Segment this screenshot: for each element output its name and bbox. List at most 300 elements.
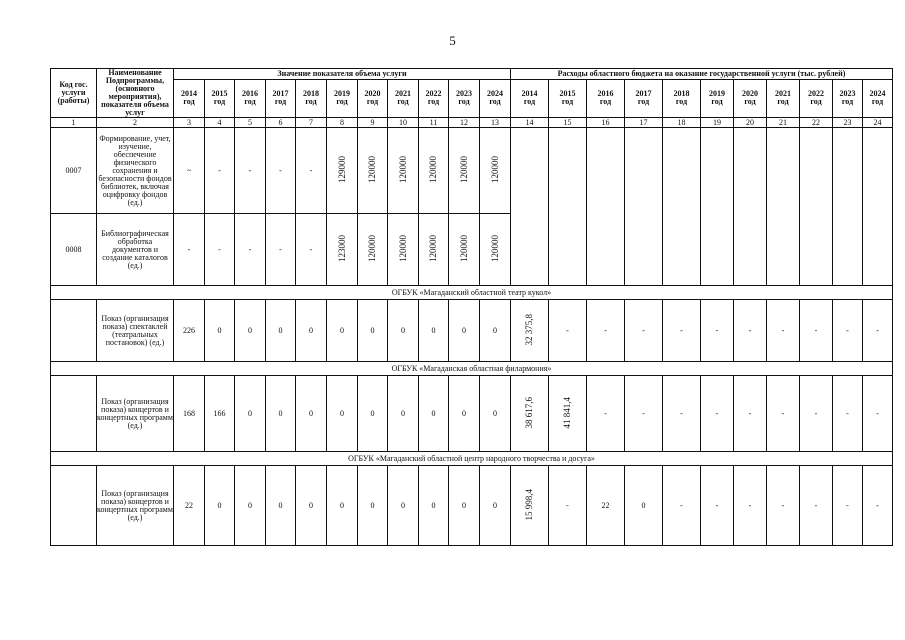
volume-cell [388, 214, 419, 286]
column-number: 9 [358, 118, 388, 128]
volume-value: 0 [217, 325, 222, 335]
volume-value: 0 [309, 500, 313, 510]
expense-value: - [715, 325, 719, 335]
header-year-cell [205, 79, 235, 117]
volume-value: 22 [185, 500, 193, 510]
expense-value: - [680, 500, 683, 510]
expense-cell [734, 128, 767, 286]
service-code [51, 300, 97, 362]
expense-value: - [748, 325, 752, 335]
expense-value: - [748, 408, 752, 418]
header-year-word: год [810, 97, 822, 107]
expense-value: - [680, 408, 683, 418]
volume-value: 0 [248, 408, 252, 418]
service-name: Формирование, учет, изучение, обеспечение физического сохранения и безопасности фондов библиотек, включая оцифровку фондов (ед.) [97, 128, 174, 214]
header-year-cell [419, 79, 449, 117]
header-year: 2023 [456, 89, 472, 99]
column-number: 8 [327, 118, 358, 128]
column-number: 24 [863, 118, 893, 128]
volume-value: 0 [248, 325, 252, 335]
service-name: Библиографическая обработка документов и создание каталогов (ед.) [97, 214, 174, 286]
volume-value: 120000 [367, 235, 377, 262]
volume-cell [449, 300, 480, 362]
volume-cell [266, 376, 296, 452]
header-code: Код гос. услуги (работы) [51, 69, 97, 118]
expense-cell [833, 128, 863, 286]
header-year-word: год [244, 97, 256, 107]
expense-value: - [642, 408, 645, 418]
expense-cell [663, 466, 701, 546]
expense-cell [863, 300, 893, 362]
volume-cell [419, 300, 449, 362]
header-year-word: год [777, 97, 789, 107]
expense-value: - [876, 408, 879, 418]
header-year-word: год [458, 97, 470, 107]
column-number: 4 [205, 118, 235, 128]
volume-cell [296, 376, 327, 452]
header-year-cell [734, 79, 767, 117]
expense-cell [767, 376, 800, 452]
header-year-word: год [213, 97, 226, 107]
expense-cell [833, 466, 863, 546]
expense-value: - [876, 325, 879, 335]
volume-cell [235, 214, 266, 286]
expense-cell [587, 300, 625, 362]
volume-cell [266, 466, 296, 546]
volume-value: ~ [186, 165, 192, 175]
expense-value: - [566, 325, 569, 335]
header-year: 2021 [395, 89, 411, 99]
expense-cell [701, 376, 734, 452]
header-year: 2020 [364, 89, 381, 99]
expense-cell [549, 376, 587, 452]
header-year-word: год [711, 97, 723, 107]
volume-cell [205, 300, 235, 362]
volume-value: 0 [340, 500, 344, 510]
volume-value: 120000 [489, 235, 500, 262]
header-year-word: год [489, 97, 501, 107]
expense-cell [863, 128, 893, 286]
volume-value: 0 [278, 408, 283, 418]
volume-value: 0 [401, 500, 405, 510]
expense-cell [701, 466, 734, 546]
service-code [51, 376, 97, 452]
header-year-cell [388, 79, 419, 117]
volume-value: 120000 [458, 156, 469, 183]
expense-value: - [814, 325, 818, 335]
volume-cell [419, 214, 449, 286]
volume-value: - [248, 165, 252, 175]
expense-value: - [846, 325, 849, 335]
expense-value: - [680, 325, 683, 335]
volume-value: 0 [493, 500, 497, 510]
column-number: 15 [549, 118, 587, 128]
volume-cell [205, 466, 235, 546]
expense-value: 32 375,8 [524, 313, 534, 346]
budget-table [50, 68, 893, 546]
expense-cell [767, 128, 800, 286]
header-year: 2019 [334, 89, 350, 99]
volume-value: - [248, 244, 252, 254]
volume-value: 0 [340, 408, 344, 418]
expense-cell [863, 466, 893, 546]
volume-value: 0 [370, 408, 375, 418]
column-number: 21 [767, 118, 800, 128]
header-year-word: год [523, 97, 536, 107]
header-year: 2016 [242, 89, 258, 99]
volume-value: 120000 [489, 156, 500, 183]
header-year: 2014 [181, 89, 197, 99]
expense-cell [511, 376, 549, 452]
expense-cell [625, 466, 663, 546]
header-year-cell [480, 79, 511, 117]
volume-cell [480, 214, 511, 286]
service-name: Показ (организация показа) концертов и концертных программ (ед.) [97, 376, 174, 452]
volume-cell [266, 300, 296, 362]
column-number: 5 [235, 118, 266, 128]
org-title-row [51, 286, 893, 300]
volume-value: 0 [431, 500, 436, 510]
expense-cell [800, 300, 833, 362]
expense-cell [587, 466, 625, 546]
header-year-cell [800, 79, 833, 117]
expense-cell [663, 376, 701, 452]
volume-cell [449, 214, 480, 286]
expense-value: 38 617,6 [524, 396, 534, 429]
volume-value: - [218, 165, 221, 175]
header-volume-group: Значение показателя объема услуги [174, 69, 511, 80]
volume-value: 0 [431, 325, 436, 335]
expense-cell [549, 128, 587, 286]
expense-cell [625, 128, 663, 286]
expense-value: - [781, 408, 785, 418]
service-row [51, 300, 893, 362]
column-number: 16 [587, 118, 625, 128]
volume-value: 0 [278, 325, 283, 335]
volume-value: 120000 [458, 235, 469, 262]
volume-cell [174, 376, 205, 452]
column-number: 3 [174, 118, 205, 128]
expense-cell [833, 300, 863, 362]
header-year: 2024 [487, 89, 503, 99]
header-year-word: год [336, 97, 348, 107]
header-year-cell [449, 79, 480, 117]
org-title-row [51, 452, 893, 466]
expense-cell [511, 466, 549, 546]
volume-cell [358, 300, 388, 362]
volume-value: 226 [183, 325, 195, 335]
header-year-cell [663, 79, 701, 117]
volume-value: 0 [401, 325, 405, 335]
volume-value: 0 [217, 500, 222, 510]
header-year-word: год [366, 97, 379, 107]
column-number: 6 [266, 118, 296, 128]
expense-value: - [642, 325, 645, 335]
volume-value: 129000 [336, 156, 347, 183]
column-number: 20 [734, 118, 767, 128]
volume-cell [480, 376, 511, 452]
volume-cell [388, 376, 419, 452]
volume-cell [358, 466, 388, 546]
volume-value: - [218, 244, 221, 254]
volume-value: 123000 [336, 235, 347, 262]
header-year-cell [587, 79, 625, 117]
expense-cell [625, 300, 663, 362]
volume-cell [266, 214, 296, 286]
header-year-cell [625, 79, 663, 117]
volume-cell [174, 466, 205, 546]
column-number: 7 [296, 118, 327, 128]
header-year-word: год [841, 97, 854, 107]
header-year-word: год [274, 97, 287, 107]
header-year-cell [833, 79, 863, 117]
volume-cell [327, 466, 358, 546]
volume-value: 0 [340, 325, 344, 335]
volume-cell [449, 466, 480, 546]
expense-cell [663, 300, 701, 362]
volume-value: 0 [493, 408, 497, 418]
expense-cell [549, 466, 587, 546]
volume-cell [419, 376, 449, 452]
volume-value: 0 [462, 325, 466, 335]
volume-cell [266, 128, 296, 214]
header-year: 2017 [635, 89, 652, 99]
volume-value: - [187, 244, 191, 254]
expense-cell [734, 300, 767, 362]
header-year: 2023 [839, 89, 856, 99]
expense-cell [701, 300, 734, 362]
column-number: 19 [701, 118, 734, 128]
service-row [51, 376, 893, 452]
expense-value: - [566, 500, 569, 510]
column-number: 13 [480, 118, 511, 128]
header-year-word: год [675, 97, 688, 107]
volume-cell [327, 300, 358, 362]
volume-cell [235, 128, 266, 214]
volume-cell [480, 300, 511, 362]
expense-cell [511, 128, 549, 286]
org-title-row [51, 362, 893, 376]
service-row [51, 128, 893, 214]
volume-cell [174, 300, 205, 362]
volume-cell [358, 376, 388, 452]
expense-cell [587, 376, 625, 452]
expense-cell [625, 376, 663, 452]
header-year: 2018 [673, 89, 690, 99]
volume-cell [358, 128, 388, 214]
header-year-cell [549, 79, 587, 117]
header-year: 2020 [742, 89, 758, 99]
expense-value: 22 [601, 500, 610, 510]
volume-cell [480, 128, 511, 214]
volume-value: 166 [213, 408, 226, 418]
expense-cell [549, 300, 587, 362]
expense-cell [663, 128, 701, 286]
org-title: ОГБУК «Магаданский областной театр кукол» [51, 286, 893, 300]
volume-value: 0 [309, 408, 313, 418]
column-number: 2 [97, 118, 174, 128]
volume-cell [388, 466, 419, 546]
volume-cell [174, 214, 205, 286]
header-year-cell [296, 79, 327, 117]
header-year: 2015 [211, 89, 228, 99]
volume-cell [327, 128, 358, 214]
volume-cell [296, 128, 327, 214]
column-number: 23 [833, 118, 863, 128]
header-year-word: год [183, 97, 195, 107]
expense-value: 15 998,4 [524, 488, 534, 521]
header-year-cell [266, 79, 296, 117]
header-year-cell [701, 79, 734, 117]
volume-cell [358, 214, 388, 286]
volume-value: 120000 [397, 156, 408, 183]
expense-value: - [715, 500, 719, 510]
volume-cell [419, 128, 449, 214]
volume-cell [327, 214, 358, 286]
volume-value: 0 [278, 500, 283, 510]
column-number: 18 [663, 118, 701, 128]
column-number: 22 [800, 118, 833, 128]
service-name: Показ (организация показа) спектаклей (театральных постановок) (ед.) [97, 300, 174, 362]
volume-cell [388, 300, 419, 362]
service-code [51, 466, 97, 546]
header-year-cell [174, 79, 205, 117]
header-year-cell [327, 79, 358, 117]
volume-value: 0 [370, 325, 375, 335]
volume-value: 120000 [428, 156, 438, 183]
service-code: 0008 [51, 214, 97, 286]
volume-cell [327, 376, 358, 452]
column-number: 1 [51, 118, 97, 128]
expense-value: - [781, 325, 785, 335]
volume-cell [296, 466, 327, 546]
service-name: Показ (организация показа) концертов и концертных программ (ед.) [97, 466, 174, 546]
org-title: ОГБУК «Магаданский областной центр народного творчества и досуга» [51, 452, 893, 466]
expense-value: 41 841,4 [562, 396, 572, 429]
header-year: 2019 [709, 89, 725, 99]
header-year: 2014 [521, 89, 538, 99]
header-year-word: год [871, 97, 884, 107]
header-year-word: год [599, 97, 612, 107]
header-name: Наименование Подпрограммы, (основного мероприятия), показателя объема услуг [97, 69, 174, 118]
header-year-cell [235, 79, 266, 117]
volume-value: 0 [248, 500, 252, 510]
volume-cell [419, 466, 449, 546]
volume-value: 120000 [397, 235, 408, 262]
volume-value: 0 [493, 325, 497, 335]
volume-value: - [279, 244, 282, 254]
expense-cell [800, 128, 833, 286]
volume-cell [205, 376, 235, 452]
expense-value: - [814, 408, 818, 418]
volume-value: 120000 [428, 235, 438, 262]
volume-cell [205, 128, 235, 214]
volume-value: - [309, 244, 313, 254]
expense-cell [511, 300, 549, 362]
column-number: 10 [388, 118, 419, 128]
header-year-word: год [397, 97, 409, 107]
expense-value: - [846, 500, 849, 510]
volume-cell [480, 466, 511, 546]
volume-cell [174, 128, 205, 214]
volume-value: 120000 [367, 156, 377, 183]
expense-cell [863, 376, 893, 452]
volume-cell [235, 300, 266, 362]
header-year: 2018 [303, 89, 319, 99]
volume-cell [388, 128, 419, 214]
expense-value: - [715, 408, 719, 418]
expense-value: 0 [641, 500, 646, 510]
volume-value: 0 [401, 408, 405, 418]
volume-value: 0 [431, 408, 436, 418]
header-year-word: год [637, 97, 650, 107]
expense-cell [800, 376, 833, 452]
header-year-word: год [744, 97, 756, 107]
page-number: 5 [449, 33, 456, 48]
service-row [51, 466, 893, 546]
volume-value: 168 [183, 408, 195, 418]
header-year: 2015 [559, 89, 576, 99]
header-year: 2016 [597, 89, 614, 99]
column-number: 17 [625, 118, 663, 128]
volume-value: 0 [309, 325, 313, 335]
header-year: 2017 [272, 89, 289, 99]
expense-value: - [748, 500, 752, 510]
volume-cell [296, 214, 327, 286]
volume-cell [296, 300, 327, 362]
service-code: 0007 [51, 128, 97, 214]
volume-value: 0 [370, 500, 375, 510]
volume-value: 0 [462, 408, 466, 418]
header-year-cell [767, 79, 800, 117]
header-year-cell [863, 79, 893, 117]
volume-cell [449, 376, 480, 452]
column-number: 12 [449, 118, 480, 128]
header-year-word: год [305, 97, 317, 107]
header-year: 2022 [425, 89, 442, 99]
volume-cell [235, 466, 266, 546]
expense-value: - [604, 325, 607, 335]
header-year: 2021 [775, 89, 791, 99]
header-year-word: год [427, 97, 440, 107]
expense-cell [833, 376, 863, 452]
expense-value: - [604, 408, 607, 418]
expense-cell [734, 466, 767, 546]
expense-cell [767, 466, 800, 546]
expense-cell [767, 300, 800, 362]
header-year-cell [358, 79, 388, 117]
header-year: 2022 [808, 89, 824, 99]
header-year-cell [511, 79, 549, 117]
expense-value: - [846, 408, 849, 418]
volume-cell [235, 376, 266, 452]
header-year: 2024 [869, 89, 886, 99]
volume-cell [449, 128, 480, 214]
column-number: 14 [511, 118, 549, 128]
volume-cell [205, 214, 235, 286]
expense-cell [734, 376, 767, 452]
org-title: ОГБУК «Магаданская областная филармония» [51, 362, 893, 376]
expense-cell [800, 466, 833, 546]
expense-value: - [781, 500, 785, 510]
expense-value: - [814, 500, 818, 510]
volume-value: - [279, 165, 282, 175]
header-year-word: год [561, 97, 574, 107]
header-expense-group: Расходы областного бюджета на оказание государственной услуги (тыс. рублей) [511, 69, 893, 80]
expense-cell [701, 128, 734, 286]
volume-value: - [309, 165, 313, 175]
volume-value: 0 [462, 500, 466, 510]
